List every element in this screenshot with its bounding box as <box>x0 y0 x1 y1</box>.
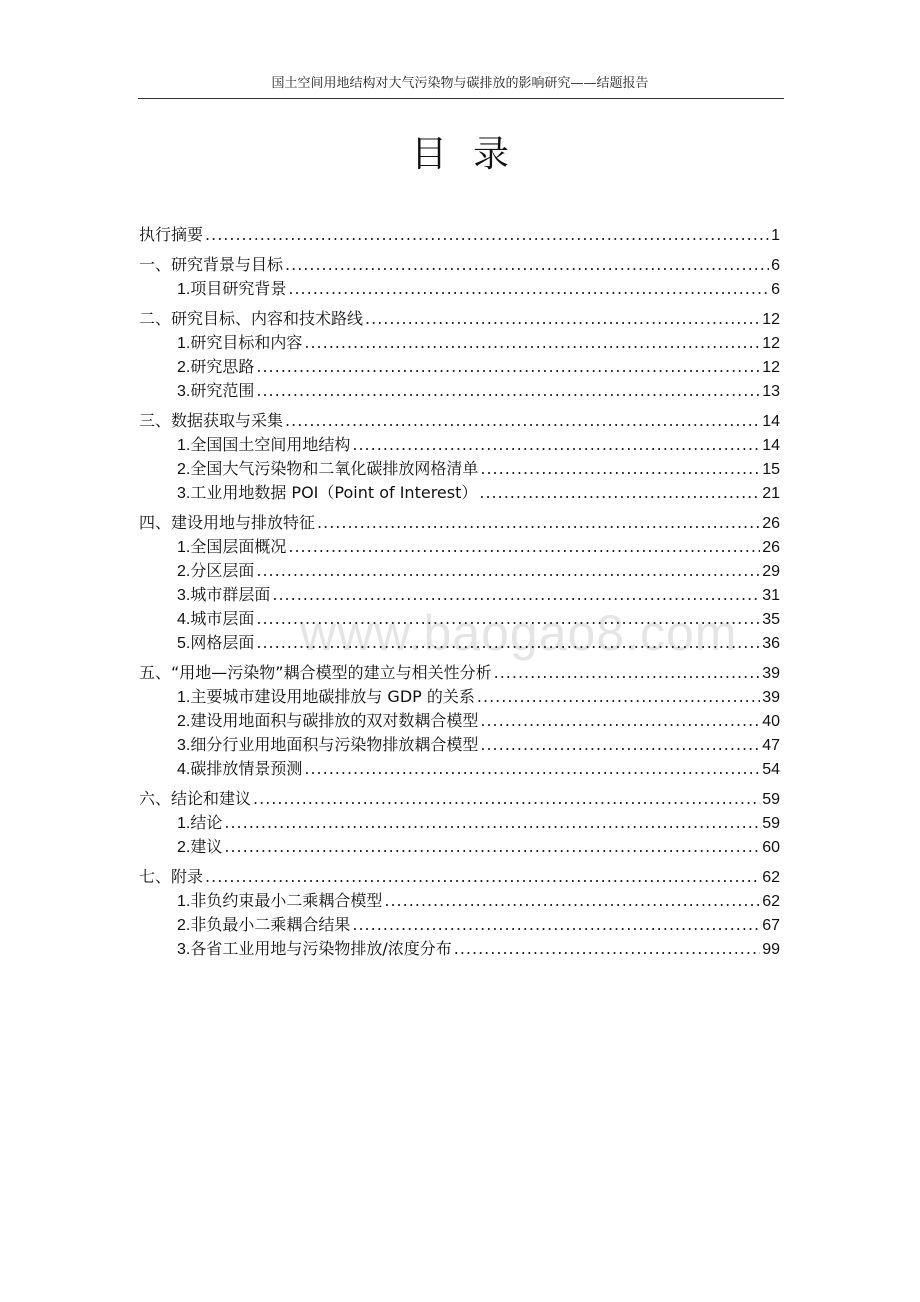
toc-leader-dots <box>205 867 760 886</box>
toc-entry-page-number: 99 <box>762 941 780 958</box>
toc-entry-label: “用地—污染物”耦合模型的建立与相关性分析 <box>171 663 492 682</box>
watermark: www.baogao8.com <box>300 605 738 661</box>
toc-entry-number: 六、 <box>139 789 172 808</box>
toc-entry-number: 1. <box>177 335 191 352</box>
toc-entry-page-number: 12 <box>762 311 780 328</box>
toc-entry-number: 2. <box>177 563 191 580</box>
toc-entry-number: 2. <box>177 359 191 376</box>
toc-entry-label: 细分行业用地面积与污染物排放耦合模型 <box>190 735 479 754</box>
toc-entry-page-number: 39 <box>762 689 780 706</box>
toc-entry-page-number: 14 <box>762 413 780 430</box>
toc-leader-dots <box>304 759 760 778</box>
toc-section-entry[interactable] <box>139 354 780 378</box>
toc-entry-number: 1. <box>177 893 191 910</box>
toc-leader-dots <box>205 225 769 244</box>
toc-leader-dots <box>352 435 760 454</box>
toc-section-entry[interactable] <box>139 936 780 960</box>
toc-leader-dots <box>304 333 760 352</box>
toc-entry-page-number: 62 <box>762 893 780 910</box>
toc-section-entry[interactable] <box>139 684 780 708</box>
toc-entry-label: 碳排放情景预测 <box>190 759 303 778</box>
toc-leader-dots <box>285 411 760 430</box>
toc-chapter-entry[interactable] <box>139 786 780 810</box>
toc-leader-dots <box>317 513 760 532</box>
toc-leader-dots <box>256 609 760 628</box>
toc-section-entry[interactable] <box>139 534 780 558</box>
toc-entry-label: 主要城市建设用地碳排放与 GDP 的关系 <box>190 687 475 706</box>
toc-entry-number: 二、 <box>139 309 172 328</box>
toc-entry-page-number: 59 <box>762 791 780 808</box>
toc-entry-page-number: 6 <box>771 281 780 298</box>
toc-entry-label: 项目研究背景 <box>190 279 287 298</box>
toc-entry-page-number: 29 <box>762 563 780 580</box>
toc-leader-dots <box>477 687 760 706</box>
toc-entry-label: 建议 <box>190 837 223 856</box>
toc-entry-number: 1. <box>177 437 191 454</box>
toc-section-entry[interactable] <box>139 888 780 912</box>
toc-section-entry[interactable] <box>139 558 780 582</box>
toc-entry-label: 研究目标、内容和技术路线 <box>171 309 364 328</box>
toc-entry-label: 全国大气污染物和二氧化碳排放网格清单 <box>190 459 479 478</box>
toc-entry-number: 一、 <box>139 255 172 274</box>
toc-entry-label: 结论 <box>190 813 223 832</box>
toc-section-entry[interactable] <box>139 456 780 480</box>
toc-entry-page-number: 54 <box>762 761 780 778</box>
toc-entry-number: 七、 <box>139 867 172 886</box>
toc-entry-number: 1. <box>177 815 191 832</box>
toc-entry-label: 建设用地与排放特征 <box>171 513 316 532</box>
toc-entry-label: 附录 <box>171 867 204 886</box>
table-of-contents <box>139 222 780 960</box>
toc-entry-page-number: 31 <box>762 587 780 604</box>
toc-entry-page-number: 1 <box>771 227 780 244</box>
toc-leader-dots <box>479 483 760 502</box>
toc-entry-label: 数据获取与采集 <box>171 411 284 430</box>
toc-entry-page-number: 26 <box>762 539 780 556</box>
toc-leader-dots <box>253 789 760 808</box>
toc-entry-label: 城市群层面 <box>190 585 271 604</box>
toc-entry-page-number: 15 <box>762 461 780 478</box>
toc-entry-number: 2. <box>177 461 191 478</box>
toc-entry-page-number: 59 <box>762 815 780 832</box>
toc-entry-number: 2. <box>177 839 191 856</box>
toc-chapter-entry[interactable] <box>139 222 780 246</box>
toc-leader-dots <box>480 735 760 754</box>
toc-entry-page-number: 39 <box>762 665 780 682</box>
toc-entry-label: 非负最小二乘耦合结果 <box>190 915 351 934</box>
toc-entry-number: 1. <box>177 539 191 556</box>
toc-entry-label: 结论和建议 <box>171 789 252 808</box>
toc-section-entry[interactable] <box>139 708 780 732</box>
toc-entry-page-number: 14 <box>762 437 780 454</box>
toc-entry-page-number: 36 <box>762 635 780 652</box>
toc-leader-dots <box>480 459 760 478</box>
header-divider <box>138 98 784 99</box>
toc-entry-page-number: 40 <box>762 713 780 730</box>
toc-leader-dots <box>288 537 760 556</box>
toc-entry-number: 2. <box>177 917 191 934</box>
toc-entry-label: 执行摘要 <box>139 225 204 244</box>
toc-leader-dots <box>256 357 760 376</box>
toc-section-entry[interactable] <box>139 912 780 936</box>
toc-entry-label: 研究思路 <box>190 357 255 376</box>
page-header: 国土空间用地结构对大气污染物与碳排放的影响研究——结题报告 <box>271 76 649 91</box>
toc-entry-page-number: 13 <box>762 383 780 400</box>
toc-leader-dots <box>285 255 769 274</box>
toc-leader-dots <box>365 309 760 328</box>
toc-entry-number: 2. <box>177 713 191 730</box>
toc-entry-number: 4. <box>177 611 191 628</box>
toc-entry-page-number: 26 <box>762 515 780 532</box>
toc-chapter-entry[interactable] <box>139 252 780 276</box>
toc-entry-label: 分区层面 <box>190 561 255 580</box>
toc-leader-dots <box>272 585 760 604</box>
toc-chapter-entry[interactable] <box>139 864 780 888</box>
toc-entry-number: 3. <box>177 383 191 400</box>
toc-section-entry[interactable] <box>139 330 780 354</box>
toc-entry-label: 网格层面 <box>190 633 255 652</box>
toc-entry-label: 各省工业用地与污染物排放/浓度分布 <box>190 939 452 958</box>
toc-entry-page-number: 6 <box>771 257 780 274</box>
toc-leader-dots <box>224 837 760 856</box>
toc-entry-number: 3. <box>177 941 191 958</box>
toc-entry-label: 城市层面 <box>190 609 255 628</box>
toc-section-entry[interactable] <box>139 378 780 402</box>
toc-section-entry[interactable] <box>139 480 780 504</box>
toc-entry-page-number: 67 <box>762 917 780 934</box>
toc-chapter-entry[interactable] <box>139 306 780 330</box>
toc-leader-dots <box>288 279 769 298</box>
toc-section-entry[interactable] <box>139 276 780 300</box>
toc-leader-dots <box>352 915 760 934</box>
toc-chapter-entry[interactable] <box>139 660 780 684</box>
toc-leader-dots <box>256 381 760 400</box>
toc-leader-dots <box>480 711 760 730</box>
toc-leader-dots <box>256 561 760 580</box>
toc-section-entry[interactable] <box>139 732 780 756</box>
toc-leader-dots <box>256 633 760 652</box>
toc-chapter-entry[interactable] <box>139 408 780 432</box>
toc-entry-number: 三、 <box>139 411 172 430</box>
toc-entry-page-number: 12 <box>762 335 780 352</box>
toc-entry-label: 建设用地面积与碳排放的双对数耦合模型 <box>190 711 479 730</box>
toc-entry-number: 4. <box>177 761 191 778</box>
toc-leader-dots <box>494 663 761 682</box>
toc-title: 目录 <box>410 134 535 175</box>
toc-entry-page-number: 35 <box>762 611 780 628</box>
toc-leader-dots <box>384 891 760 910</box>
toc-entry-label: 工业用地数据 POI（Point of Interest） <box>190 483 478 502</box>
toc-entry-number: 四、 <box>139 513 172 532</box>
toc-section-entry[interactable] <box>139 834 780 858</box>
toc-section-entry[interactable] <box>139 606 780 630</box>
toc-entry-label: 研究目标和内容 <box>190 333 303 352</box>
toc-leader-dots <box>224 813 760 832</box>
toc-entry-page-number: 12 <box>762 359 780 376</box>
toc-chapter-entry[interactable] <box>139 510 780 534</box>
toc-entry-label: 研究背景与目标 <box>171 255 284 274</box>
toc-entry-label: 全国层面概况 <box>190 537 287 556</box>
toc-entry-number: 五、 <box>139 663 172 682</box>
toc-entry-number: 3. <box>177 485 191 502</box>
toc-section-entry[interactable] <box>139 756 780 780</box>
toc-entry-number: 3. <box>177 587 191 604</box>
toc-entry-label: 全国国土空间用地结构 <box>190 435 351 454</box>
toc-entry-page-number: 47 <box>762 737 780 754</box>
toc-section-entry[interactable] <box>139 582 780 606</box>
toc-entry-number: 1. <box>177 281 191 298</box>
toc-entry-label: 非负约束最小二乘耦合模型 <box>190 891 383 910</box>
toc-section-entry[interactable] <box>139 630 780 654</box>
toc-section-entry[interactable] <box>139 432 780 456</box>
toc-entry-number: 5. <box>177 635 191 652</box>
toc-leader-dots <box>454 939 760 958</box>
toc-entry-label: 研究范围 <box>190 381 255 400</box>
toc-entry-page-number: 21 <box>762 485 780 502</box>
toc-entry-number: 3. <box>177 737 191 754</box>
toc-entry-page-number: 62 <box>762 869 780 886</box>
toc-section-entry[interactable] <box>139 810 780 834</box>
toc-entry-number: 1. <box>177 689 191 706</box>
toc-entry-page-number: 60 <box>762 839 780 856</box>
